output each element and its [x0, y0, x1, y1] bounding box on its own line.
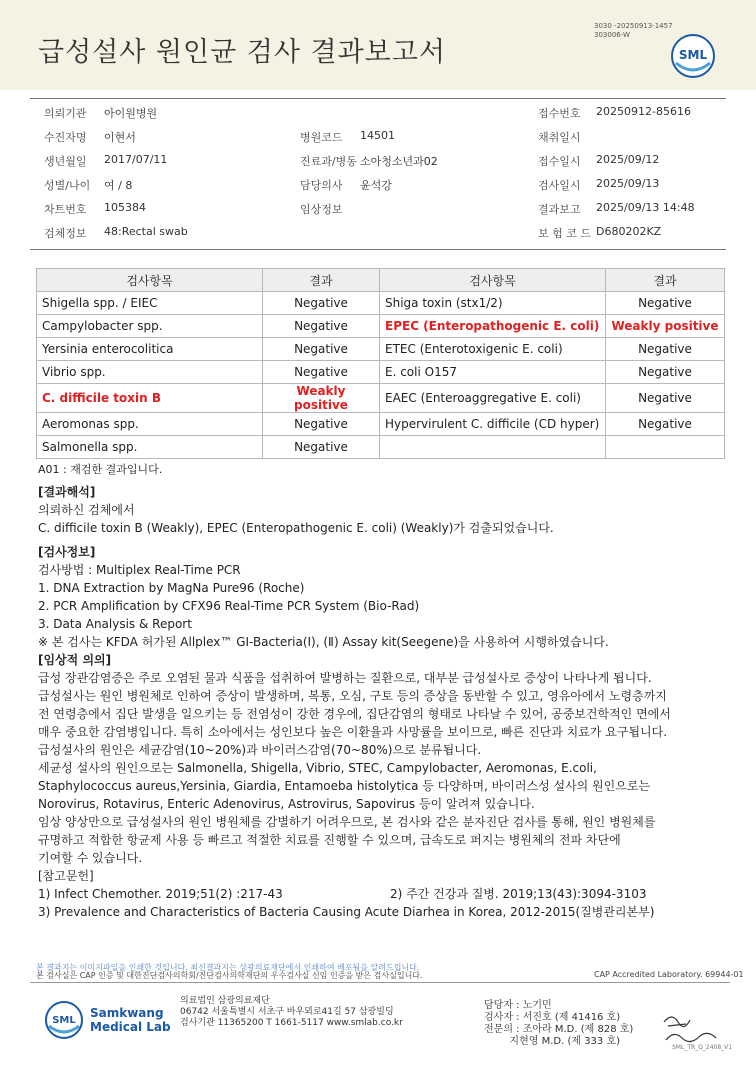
result-cell [606, 436, 725, 459]
column-header-test-item: 검사항목 [380, 269, 606, 292]
clinical-info-label: 임상정보 [300, 203, 343, 216]
organization-info [180, 996, 403, 1029]
staff-line: 전문의 : 조아라 M.D. (제 828 호) [484, 1024, 634, 1035]
table-row [37, 384, 725, 413]
sml-logo-text: SML [678, 48, 708, 62]
sml-footer-logo [44, 1000, 84, 1040]
result-cell: Negative [263, 292, 380, 315]
staff-line: 검사자 : 서진호 (제 41416 호) [484, 1012, 621, 1023]
sml-logo [670, 33, 716, 79]
result-cell: Negative [263, 315, 380, 338]
accreditation-disclaimer: 본 검사실은 CAP 인증 및 대한진단검사의학회/진단검사의학재단의 우수검사실 신임 인증을 받은 검사실입니다. [36, 971, 423, 980]
clinical-line: 규명하고 적합한 항균제 사용 등 빠르고 적절한 치료를 진행할 수 있으며, 급속도로 퍼지는 병원체의 전파 차단에 [38, 833, 621, 847]
result-cell: Negative [606, 384, 725, 413]
test-date-value: 2025/09/13 [596, 177, 660, 190]
insurance-code-value: D680202KZ [596, 225, 662, 238]
form-code: SML_TR_Q_2408_V1 [672, 1044, 733, 1051]
report-body [38, 483, 728, 921]
test-item-cell-positive: C. difficile toxin B [37, 384, 263, 413]
organization-name: 의료법인 삼광의료재단 [180, 996, 270, 1006]
receipt-date-label: 접수일시 [538, 155, 581, 168]
sex-age-label: 성별/나이 [44, 179, 91, 192]
table-row [37, 361, 725, 384]
info-row [30, 221, 726, 245]
receipt-no-label: 접수번호 [538, 107, 581, 120]
test-info-title: [검사정보] [38, 545, 96, 559]
result-cell: Negative [263, 361, 380, 384]
organization-address: 06742 서울특별시 서초구 바우뫼로41길 57 삼광빌딩 [180, 1007, 394, 1017]
test-info-line: 1. DNA Extraction by MagNa Pure96 (Roche) [38, 581, 305, 595]
table-row [37, 436, 725, 459]
test-date-label: 검사일시 [538, 179, 581, 192]
clinical-line: 임상 양상만으로 급성설사의 원인 병원체를 감별하기 어려우므로, 본 검사와 같은 분자진단 검사를 통해, 원인 병원체를 [38, 815, 656, 829]
footer-divider [30, 982, 730, 983]
brand-name-line2: Medical Lab [90, 1020, 171, 1034]
references-title: [참고문헌] [38, 869, 94, 883]
column-header-result: 결과 [263, 269, 380, 292]
test-item-cell: Shiga toxin (stx1/2) [380, 292, 606, 315]
reference-3: 3) Prevalence and Characteristics of Bacteria Causing Acute Diarhea in Korea, 2012-2015(질병관리본부) [38, 905, 655, 919]
staff-line: 지현영 M.D. (제 333 호) [484, 1036, 621, 1047]
result-cell: Negative [606, 338, 725, 361]
result-cell: Negative [606, 413, 725, 436]
clinical-line: 세균성 설사의 원인으로는 Salmonella, Shigella, Vibrio, STEC, Campylobacter, Aeromonas, E.coli, [38, 761, 597, 775]
institution-label: 의뢰기관 [44, 107, 87, 120]
signature-image [660, 1010, 720, 1046]
table-row [37, 413, 725, 436]
clinical-significance-title: [임상적 의의] [38, 653, 112, 667]
test-item-cell: EAEC (Enteroaggregative E. coli) [380, 384, 606, 413]
cap-accreditation: CAP Accredited Laboratory. 69944-01 [594, 970, 744, 979]
report-date-label: 결과보고 [538, 203, 581, 216]
test-item-cell: Salmonella spp. [37, 436, 263, 459]
test-info-line: 3. Data Analysis & Report [38, 617, 192, 631]
dob-label: 생년월일 [44, 155, 87, 168]
test-item-cell-positive: EPEC (Enteropathogenic E. coli) [380, 315, 606, 338]
staff-signatures [484, 1000, 633, 1048]
watermark-notice: 본 결과지는 이미지파일을 인쇄한 것입니다. 최신결과지는 상광의료재단에서 인쇄하여 배포됨을 알려드립니다. [36, 963, 420, 972]
result-cell-positive: Weakly positive [606, 315, 725, 338]
table-row [37, 338, 725, 361]
clinical-line: Norovirus, Rotavirus, Enteric Adenovirus, Astrovirus, Sapovirus 등이 알려져 있습니다. [38, 797, 535, 811]
info-row [30, 149, 726, 173]
insurance-code-label: 보 험 코 드 [538, 227, 591, 240]
test-info-line: 2. PCR Amplification by CFX96 Real-Time PCR System (Bio-Rad) [38, 599, 420, 613]
patient-name-label: 수진자명 [44, 131, 87, 144]
clinical-line: 기여할 수 있습니다. [38, 851, 143, 865]
table-row [37, 315, 725, 338]
results-header-row [37, 269, 725, 292]
info-row [30, 197, 726, 221]
chart-no-label: 차트번호 [44, 203, 87, 216]
sml-footer-logo-text: SML [52, 1015, 76, 1026]
institution-value: 아이원병원 [104, 107, 158, 120]
reference-2: 2) 주간 건강과 질병. 2019;13(43):3094-3103 [390, 887, 647, 901]
document-code-1: 3030 -20250913-1457 [594, 22, 673, 30]
test-item-cell: Vibrio spp. [37, 361, 263, 384]
department-value: 소아청소년과02 [360, 155, 438, 168]
report-header [0, 0, 756, 90]
receipt-no-value: 20250912-85616 [596, 105, 691, 118]
info-row [30, 173, 726, 197]
clinical-line: Staphylococcus aureus,Yersinia, Giardia, Entamoeba histolytica 등 다양하며, 바이러스성 설사의 원인으로는 [38, 779, 651, 793]
chart-no-value: 105384 [104, 201, 146, 214]
info-row [30, 125, 726, 149]
receipt-date-value: 2025/09/12 [596, 153, 660, 166]
results-table [36, 268, 725, 459]
retest-note: A01 : 재검한 결과입니다. [38, 463, 163, 476]
doctor-value: 윤석강 [360, 179, 392, 192]
clinical-line: 급성 장관감염증은 주로 오염된 물과 식품을 섭취하여 발병하는 질환으로, 대부분 급성설사로 증상이 나타나게 됩니다. [38, 671, 652, 685]
report-date-value: 2025/09/13 14:48 [596, 201, 695, 214]
document-codes [594, 22, 673, 40]
table-row [37, 292, 725, 315]
specimen-label: 검체정보 [44, 227, 87, 240]
test-item-cell: E. coli O157 [380, 361, 606, 384]
staff-line: 담당자 : 노기민 [484, 1000, 552, 1011]
test-item-cell: Campylobacter spp. [37, 315, 263, 338]
brand-name-line1: Samkwang [90, 1006, 164, 1020]
patient-name-value: 이현서 [104, 131, 136, 144]
patient-info-section [30, 98, 726, 250]
specimen-value: 48:Rectal swab [104, 225, 188, 238]
clinical-line: 전 연령층에서 집단 발생을 일으키는 등 전염성이 강한 경우에, 집단감염의 형태로 나타날 수 있어, 공중보건학적인 면에서 [38, 707, 671, 721]
references-row [38, 885, 728, 903]
document-code-2: 303006-W [594, 31, 630, 39]
reference-1: 1) Infect Chemother. 2019;51(2) :217-43 [38, 887, 283, 901]
column-header-test-item: 검사항목 [37, 269, 263, 292]
clinical-line: 매우 중요한 감염병입니다. 특히 소아에서는 성인보다 높은 이환율과 사망률을 보이므로, 빠른 진단과 치료가 요구됩니다. [38, 725, 668, 739]
result-cell-positive: Weakly positive [263, 384, 380, 413]
test-item-cell: Aeromonas spp. [37, 413, 263, 436]
department-label: 진료과/병동 [300, 155, 357, 168]
organization-contact: 검사기관 11365200 T 1661-5117 www.smlab.co.kr [180, 1018, 403, 1028]
doctor-label: 담당의사 [300, 179, 343, 192]
report-title: 급성설사 원인균 검사 결과보고서 [38, 37, 446, 68]
result-cell: Negative [606, 361, 725, 384]
result-cell: Negative [263, 338, 380, 361]
collection-date-label: 채취일시 [538, 131, 581, 144]
column-header-result: 결과 [606, 269, 725, 292]
test-info-line: 검사방법 : Multiplex Real-Time PCR [38, 563, 241, 577]
test-item-cell: Yersinia enterocolitica [37, 338, 263, 361]
result-cell: Negative [263, 436, 380, 459]
test-item-cell [380, 436, 606, 459]
interpretation-line: 의뢰하신 검체에서 [38, 503, 135, 517]
result-cell: Negative [263, 413, 380, 436]
test-item-cell: Hypervirulent C. difficile (CD hyper) [380, 413, 606, 436]
dob-value: 2017/07/11 [104, 153, 168, 166]
test-item-cell: ETEC (Enterotoxigenic E. coli) [380, 338, 606, 361]
test-item-cell: Shigella spp. / EIEC [37, 292, 263, 315]
clinical-line: 급성설사의 원인은 세균감염(10~20%)과 바이러스감염(70~80%)으로 분류됩니다. [38, 743, 482, 757]
interpretation-title: [결과해석] [38, 485, 96, 499]
hospital-code-label: 병원코드 [300, 131, 343, 144]
hospital-code-value: 14501 [360, 129, 395, 142]
sex-age-value: 여 / 8 [104, 179, 133, 192]
info-row [30, 101, 726, 125]
interpretation-line: C. difficile toxin B (Weakly), EPEC (Enteropathogenic E. coli) (Weakly)가 검출되었습니다. [38, 521, 554, 535]
clinical-line: 급성설사는 원인 병원체로 인하여 증상이 발생하며, 복통, 오심, 구토 등의 증상을 동반할 수 있고, 영유아에서 노령층까지 [38, 689, 667, 703]
result-cell: Negative [606, 292, 725, 315]
test-info-line: ※ 본 검사는 KFDA 허가된 Allplex™ GI-Bacteria(Ⅰ), (Ⅱ) Assay kit(Seegene)을 사용하여 시행하였습니다. [38, 635, 609, 649]
